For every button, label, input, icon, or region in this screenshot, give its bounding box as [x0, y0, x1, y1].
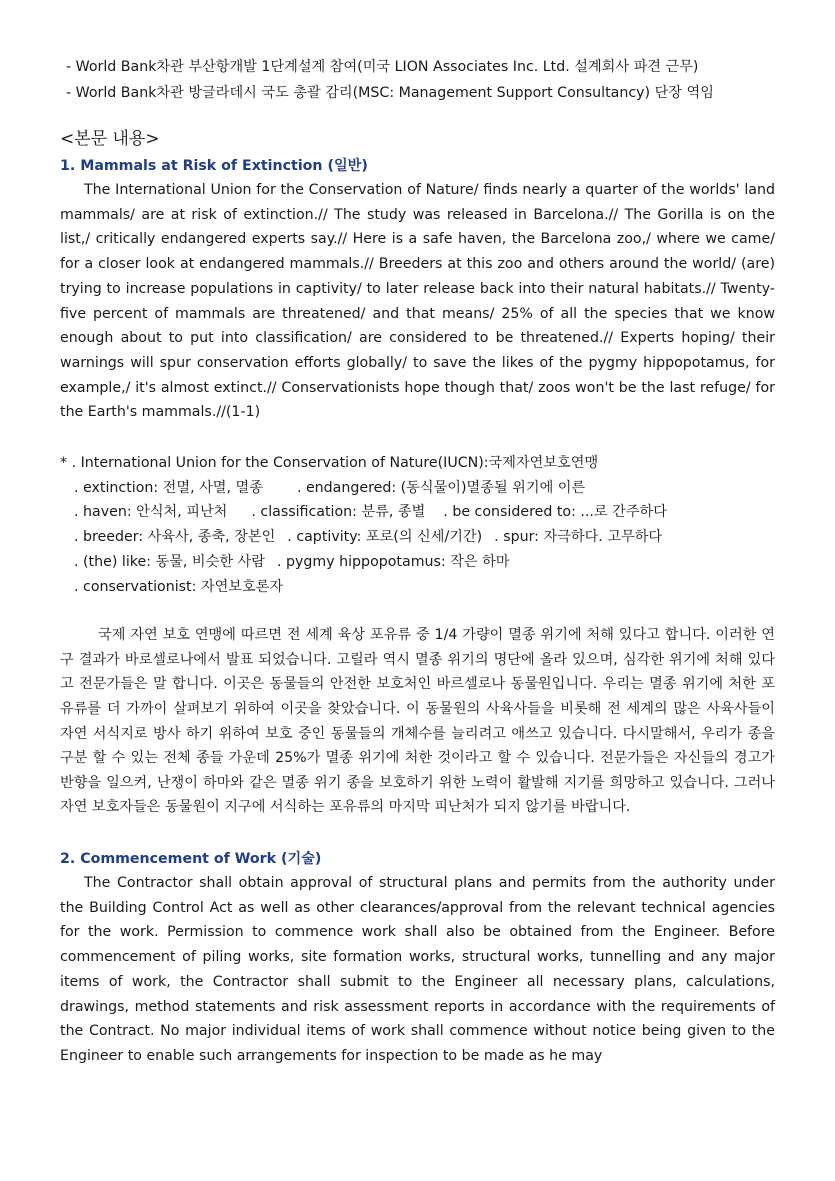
career-bullet-1: - World Bank차관 부산항개발 1단계설계 참여(미국 LION Associates Inc. Ltd. 설계회사 파견 근무): [66, 59, 699, 75]
vocab-item: . extinction: 전멸, 사멸, 멸종: [74, 479, 263, 496]
section-1: [60, 154, 775, 820]
section-1-title: 1. Mammals at Risk of Extinction (일반): [60, 158, 368, 174]
section-1-english-paragraph: The International Union for the Conservation of Nature/ finds nearly a quarter of the worlds' land mammals/ are at risk of extinction.// The study was released in Barcelona.// The Gorilla is on the list,/ critically endangered experts say.// Here is a safe haven, the Barcelona zoo,/ where we came/ for a closer look at endangered mammals.// Breeders at this zoo and others around the world/ (are) trying to increase populations in captivity/ to later release back into their natural habitats.// Twenty-five percent of mammals are threatened/ and that means/ 25% of all the species that we know enough about to put into classification/ are considered to be threatened.// Experts hoping/ their warnings will spur conservation efforts globally/ to save the likes of the pygmy hippopotamus, for example,/ it's almost extinct.// Conservationists hope though that/ zoos won't be the last refuge/ for the Earth's mammals.//(1-1): [60, 182, 775, 421]
document-page: [60, 54, 775, 1069]
vocab-line-5: [74, 550, 775, 575]
vocab-item: . endangered: (동식물이)멸종될 위기에 이른: [296, 479, 586, 496]
vocab-line-3: [74, 500, 775, 525]
vocab-line-1: [60, 451, 775, 476]
vocab-item: . conservationist: 자연보호론자: [74, 578, 284, 595]
vocab-list: [60, 451, 775, 599]
section-2-english-paragraph: The Contractor shall obtain approval of structural plans and permits from the authority under the Building Control Act as well as other clearances/approval from the relevant technical agencies for the work. Permission to commence work shall also be obtained from the Engineer. Before commencement of piling works, site formation works, structural works, tunnelling and any major items of work, the Contractor shall submit to the Engineer all necessary plans, calculations, drawings, method statements and risk assessment reports in accordance with the requirements of the Contract. No major individual items of work shall commence without notice being given to the Engineer to enable such arrangements for inspection to be made as he may: [60, 875, 775, 1064]
vocab-item: . pygmy hippopotamus: 작은 하마: [276, 553, 510, 570]
vocab-item: . breeder: 사육사, 종축, 장본인: [74, 529, 276, 546]
vocab-item: * . International Union for the Conservation of Nature(IUCN):국제자연보호연맹: [60, 455, 599, 472]
vocab-line-2: [74, 476, 775, 501]
vocab-item: . captivity: 포로(의 신세/기간): [287, 529, 483, 546]
career-bullet-2: - World Bank차관 방글라데시 국도 총괄 감리(MSC: Management Support Consultancy) 단장 역임: [66, 85, 714, 101]
vocab-item: . spur: 자극하다. 고무하다: [494, 529, 663, 546]
section-2-title: 2. Commencement of Work (기술): [60, 851, 322, 867]
section-marker: <본문 내용>: [60, 129, 160, 149]
vocab-item: . (the) like: 동물, 비슷한 사람: [74, 553, 265, 570]
section-1-korean-paragraph: 국제 자연 보호 연맹에 따르면 전 세계 육상 포유류 중 1/4 가량이 멸종 위기에 처해 있다고 합니다. 이러한 연구 결과가 바로셀로나에서 발표 되었습니다. 고릴라 역시 멸종 위기의 명단에 올라 있으며, 심각한 위기에 처해 있다고 전문가들은 말 합니다. 이곳은 동물들의 안전한 보호처인 바르셀로나 동물원입니다. 우리는 멸종 위기에 처한 포유류를 더 가까이 살펴보기 위하여 이곳을 찾았습니다. 이 동물원의 사육사들을 비롯해 전 세계의 많은 사육사들이 자연 서식지로 방사 하기 위하여 보호 중인 동물들의 개체수를 늘리려고 애쓰고 있습니다. 다시말해서, 우리가 종을 구분 할 수 있는 전체 종들 가운데 25%가 멸종 위기에 처한 것이라고 할 수 있습니다. 전문가들은 자신들의 경고가 반향을 일으켜, 난쟁이 하마와 같은 멸종 위기 종을 보호하기 위한 노력이 활발해 지기를 희망하고 있습니다. 그러나 자연 보호자들은 동물원이 지구에 서식하는 포유류의 마지막 피난처가 되지 않기를 바랍니다.: [60, 627, 775, 816]
section-2: [60, 847, 775, 1069]
vocab-item: . be considered to: ...로 간주하다: [443, 504, 667, 521]
vocab-item: . classification: 분류, 종별: [251, 504, 426, 521]
vocab-item: . haven: 안식처, 피난처: [74, 504, 228, 521]
career-bullet-list: [66, 54, 775, 106]
vocab-line-6: [74, 575, 775, 600]
vocab-line-4: [74, 525, 775, 550]
